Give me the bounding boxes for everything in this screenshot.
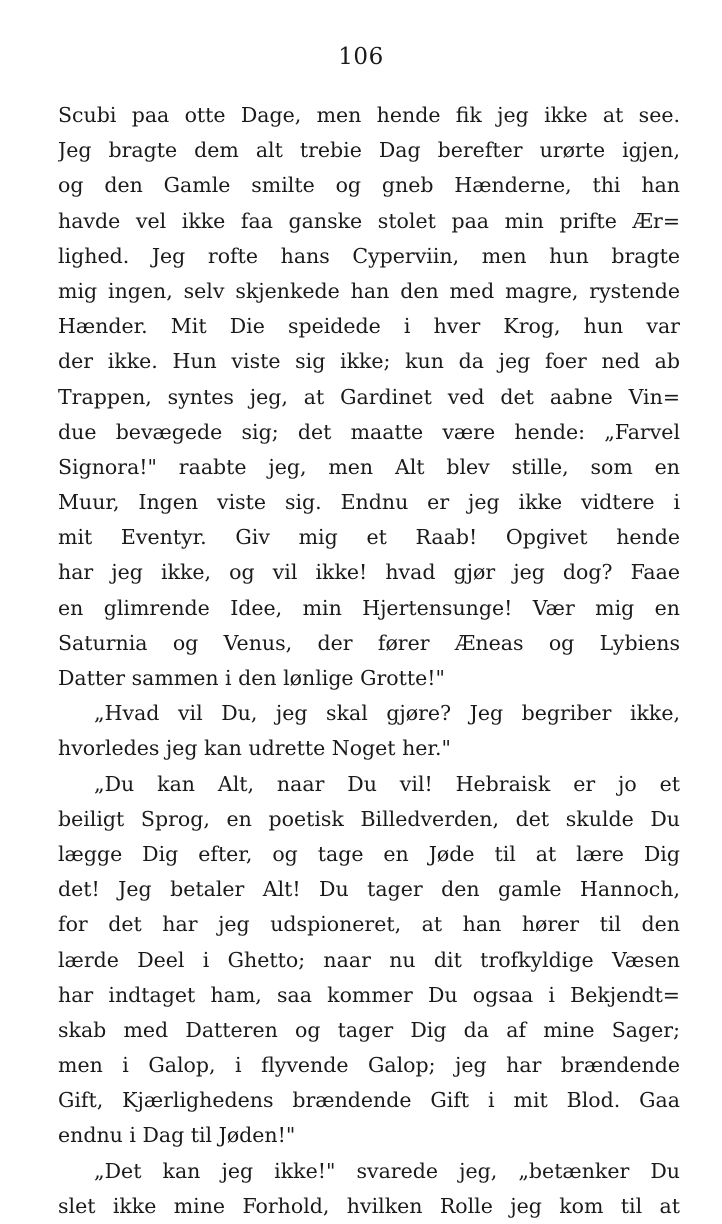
text-line: for det har jeg udspioneret, at han hører til den (58, 912, 680, 937)
text-line: lægge Dig efter, og tage en Jøde til at lære Dig (58, 841, 680, 866)
text-line: hvorledes jeg kan udrette Noget her." (58, 736, 451, 761)
text-line: Gift, Kjærlighedens brændende Gift i mit Blod. Gaa (58, 1088, 680, 1113)
text-line: har jeg ikke, og vil ikke! hvad gjør jeg dog? Faae (58, 560, 680, 585)
text-line: endnu i Dag til Jøden!" (58, 1123, 296, 1148)
text-line: der ikke. Hun viste sig ikke; kun da jeg foer ned ab (58, 349, 680, 374)
text-line: Hænder. Mit Die speidede i hver Krog, hun var (58, 314, 680, 339)
text-line: beiligt Sprog, en poetisk Billedverden, det skulde Du (58, 806, 680, 831)
text-line: Datter sammen i den lønlige Grotte!" (58, 666, 445, 690)
text-line: „Du kan Alt, naar Du vil! Hebraisk er jo et (94, 771, 680, 796)
text-line: har indtaget ham, saa kommer Du ogsaa i Bekjendt= (58, 982, 680, 1007)
text-line: „Det kan jeg ikke!" svarede jeg, „betænker Du (94, 1158, 680, 1183)
text-line: Trappen, syntes jeg, at Gardinet ved det aabne Vin= (58, 384, 680, 409)
text-line: en glimrende Idee, min Hjertensunge! Vær mig en (58, 595, 680, 620)
text-line: mit Eventyr. Giv mig et Raab! Opgivet hende (58, 525, 680, 550)
text-line: og den Gamle smilte og gneb Hænderne, thi han (58, 173, 680, 198)
body-text (58, 98, 680, 1224)
text-line: Signora!" raabte jeg, men Alt blev stille, som en (58, 454, 680, 479)
text-line: det! Jeg betaler Alt! Du tager den gamle Hannoch, (58, 877, 680, 902)
text-line: lighed. Jeg rofte hans Cyperviin, men hun bragte (58, 243, 680, 268)
page-number: 106 (338, 44, 384, 70)
text-line: slet ikke mine Forhold, hvilken Rolle jeg kom til at (58, 1193, 680, 1218)
text-line: Muur, Ingen viste sig. Endnu er jeg ikke vidtere i (58, 490, 680, 515)
text-line: men i Galop, i flyvende Galop; jeg har brændende (58, 1053, 680, 1078)
text-line: Scubi paa otte Dage, men hende fik jeg ikke at see. (58, 103, 680, 127)
text-line: due bevægede sig; det maatte være hende: „Farvel (58, 419, 680, 444)
text-line: „Hvad vil Du, jeg skal gjøre? Jeg begriber ikke, (94, 701, 680, 726)
text-line: skab med Datteren og tager Dig da af mine Sager; (58, 1017, 680, 1042)
text-line: havde vel ikke faa ganske stolet paa min prifte Ær= (58, 208, 680, 233)
text-line: Saturnia og Venus, der fører Æneas og Lybiens (58, 630, 680, 655)
text-line: lærde Deel i Ghetto; naar nu dit trofkyldige Væsen (58, 947, 680, 972)
text-line: Jeg bragte dem alt trebie Dag berefter urørte igjen, (58, 138, 680, 163)
text-line: mig ingen, selv skjenkede han den med magre, rystende (58, 278, 680, 303)
